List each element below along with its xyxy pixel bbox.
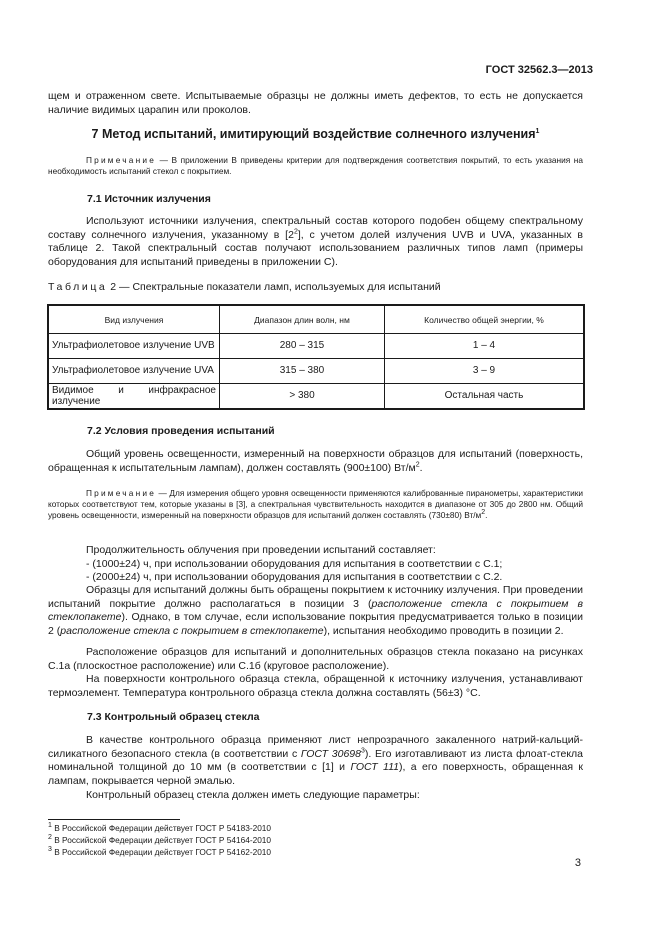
footnote-separator (48, 819, 180, 820)
table-cell: Ультрафиолетовое излучение UVB (48, 334, 220, 359)
duration-intro: Продолжительность облучения при проведении испытаний составляет: (86, 544, 436, 556)
section-7-3-paragraph (48, 734, 583, 788)
orient-text-c: ), испытания необходимо проводить в позиции 2. (323, 624, 564, 637)
footnote-1-num: 1 (48, 822, 52, 830)
table-cell: 315 – 380 (220, 359, 385, 384)
section-7-title: 7 Метод испытаний, имитирующий воздействие солнечного излучения (91, 127, 536, 141)
orientation-paragraph (48, 584, 583, 638)
section-7-2-paragraph (48, 448, 583, 475)
footnote-3-num: 3 (48, 846, 52, 854)
s73-italic-1: ГОСТ 30698 (300, 747, 361, 760)
s73-italic-2: ГОСТ 111 (350, 761, 399, 774)
table-header-cell: Количество общей энергии, % (385, 305, 585, 334)
table-2-caption (48, 281, 583, 295)
table-row (48, 334, 584, 359)
section-7-1-paragraph (48, 215, 583, 269)
s72-sup: 2 (415, 461, 420, 469)
section-7-1-heading: 7.1 Источник излучения (87, 193, 211, 205)
footnote-1 (48, 823, 271, 834)
note-2-label: Примечание (86, 488, 157, 498)
orient-italic-2: расположение стекла с покрытием в стеклопакете (60, 624, 324, 637)
footnote-3 (48, 847, 271, 858)
thermoelement-paragraph: На поверхности контрольного образца стекла, обращенной к источнику излучения, устанавливают термоэлемент. Температура контрольного образца стекла должна составлять (56±3) °С. (48, 673, 583, 699)
table-row (48, 384, 584, 410)
note-2-text-b: . (485, 510, 488, 520)
s72-text-b: . (419, 461, 423, 474)
note-2-sup: 2 (481, 509, 486, 517)
duration-list (48, 544, 583, 585)
table-2 (47, 304, 585, 410)
orient-text-a: Образцы для испытаний должны быть обращены покрытием к источнику излучения. При проведении испытаний покрытие должно располагаться в позиции 3 ( (48, 584, 583, 610)
table-2-caption-text: 2 — Спектральные показатели ламп, используемых для испытаний (107, 281, 441, 293)
note-2-text-a: — Для измерения общего уровня освещенности применяются калиброванные пиранометры, характеристики которых соответствуют тем, которые указаны в [3], а спектральная чувствительность находится в диапазоне от 305 до 2800 нм. Общий уровень освещенности, измеренный на поверхности образцов для испытаний должен составлять (730±80) Вт/м (48, 488, 583, 520)
table-cell: 280 – 315 (220, 334, 385, 359)
note-1-label: Примечание (86, 155, 157, 165)
footnote-2-text: В Российской Федерации действует ГОСТ Р 54164-2010 (51, 835, 272, 845)
intro-paragraph: щем и отраженном свете. Испытываемые образцы не должны иметь дефектов, то есть не допускается наличие видимых царапин или проколов. (48, 90, 583, 116)
table-cell: Ультрафиолетовое излучение UVA (48, 359, 220, 384)
duration-item-1: - (1000±24) ч, при использовании оборудования для испытания в соответствии с С.1; (86, 557, 503, 570)
s72-text-a: Общий уровень освещенности, измеренный на поверхности образцов для испытаний (поверхность, обращенная к испытательным лампам), должен составлять (900±100) Вт/м (48, 448, 583, 474)
table-cell: > 380 (220, 384, 385, 410)
s71-sup: 2 (293, 228, 298, 236)
footnote-2-num: 2 (48, 834, 52, 842)
note-1-text: — В приложении В приведены критерии для подтверждения соответствия покрытий, то есть указания на необходимость испытаний стекол с покрытием. (48, 155, 583, 176)
table-cell: Видимое и инфракрасное излучение (48, 384, 220, 410)
footnote-ref-1: 1 (535, 127, 540, 135)
page-number: 3 (574, 857, 581, 869)
placement-paragraph: Расположение образцов для испытаний и дополнительных образцов стекла показано на рисунках С.1а (плоскостное расположение) или С.1б (круговое расположение). (48, 646, 583, 672)
table-header-cell: Вид излучения (48, 305, 220, 334)
document-code: ГОСТ 32562.3—2013 (485, 64, 593, 76)
note-2 (48, 488, 583, 521)
footnote-1-text: В Российской Федерации действует ГОСТ Р 54183-2010 (51, 823, 272, 833)
footnote-2 (48, 835, 271, 846)
s73-text-a: В качестве контрольного образца применяют лист непрозрачного закаленного натрий-кальций-силикатного безопасного стекла (в соответствии с (48, 734, 583, 760)
orient-text-b: ). Однако, в том случае, если использование покрытия предусматривается только в позиции 2 ( (48, 611, 583, 637)
note-1 (48, 155, 583, 177)
s73-text-b: ). Его изготавливают из листа флоат-стекла номинальной толщиной до 10 мм (в соответствии с [1] и (48, 747, 584, 774)
s73-sup: 3 (360, 747, 365, 755)
s71-text-a: Используют источники излучения, спектральный состав которого подобен общему спектральному составу солнечного излучения, указанному в [2 (48, 215, 583, 241)
section-7-3-heading: 7.3 Контрольный образец стекла (87, 711, 260, 723)
orient-italic-1: расположение стекла с покрытием в стеклопакете (48, 597, 583, 624)
table-header-row (48, 305, 584, 334)
table-cell: 3 – 9 (385, 359, 585, 384)
table-2-label: Таблица (48, 281, 108, 293)
footnote-3-text: В Российской Федерации действует ГОСТ Р 54162-2010 (51, 847, 272, 857)
table-cell: Остальная часть (385, 384, 585, 410)
duration-item-2: - (2000±24) ч, при использовании оборудования для испытания в соответствии с С.2. (86, 571, 503, 584)
section-7-2-heading: 7.2 Условия проведения испытаний (87, 425, 275, 437)
s71-text-b: ], с учетом долей излучения UVB и UVA, указанных в таблице 2. Такой спектральный состав получают использованием различных типов ламп (примеры оборудования для испытаний приведены в приложении С). (48, 228, 583, 268)
section-7-3-paragraph-2: Контрольный образец стекла должен иметь следующие параметры: (86, 789, 420, 801)
table-cell: 1 – 4 (385, 334, 585, 359)
s73-text-c: ), а его поверхность, обращенная к лампам, покрывается черной эмалью. (48, 761, 584, 787)
table-row (48, 359, 584, 384)
table-header-cell: Диапазон длин волн, нм (220, 305, 385, 334)
section-7-heading (48, 127, 583, 141)
